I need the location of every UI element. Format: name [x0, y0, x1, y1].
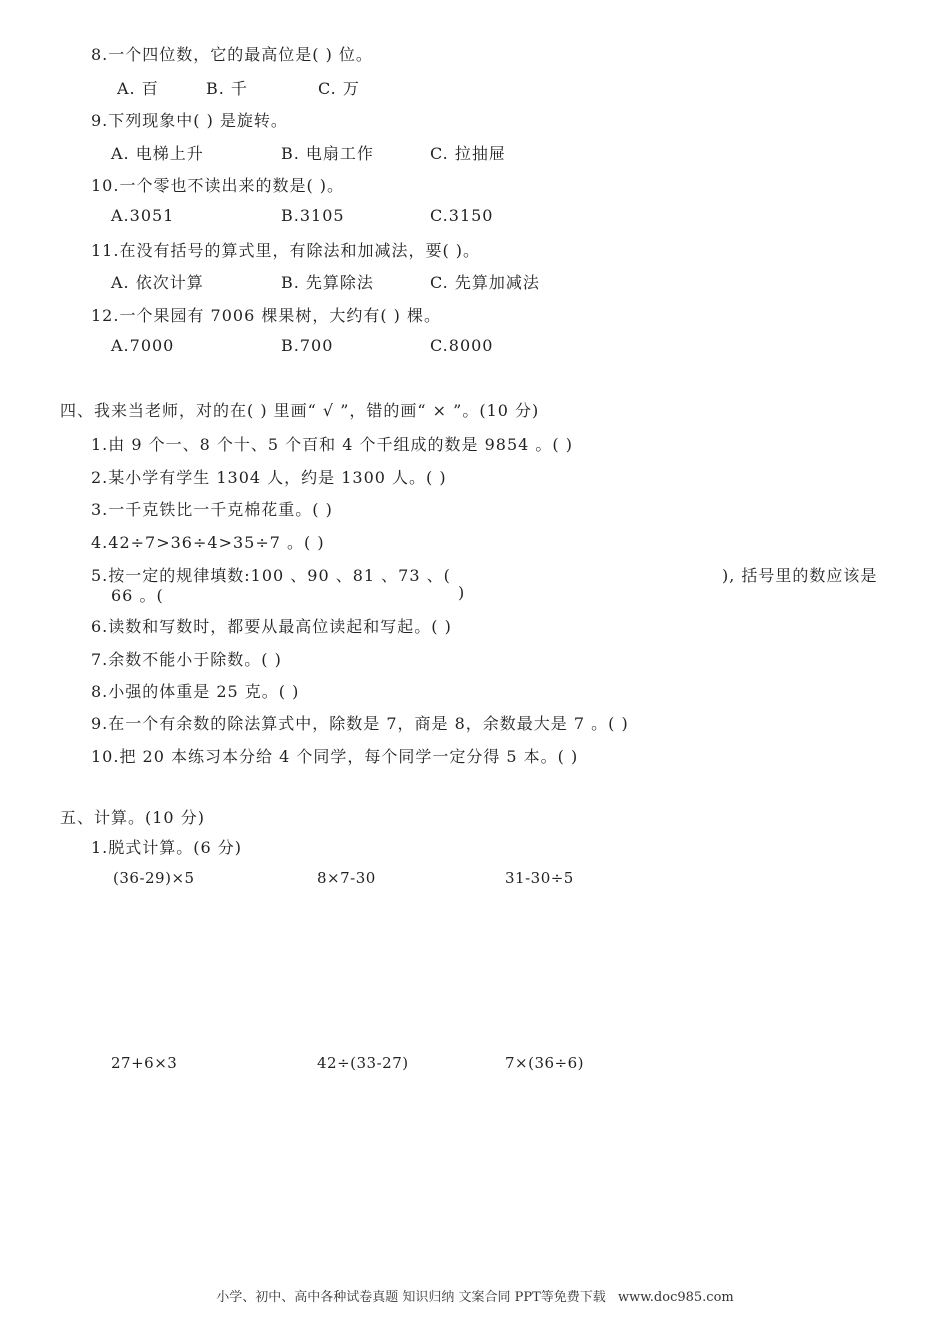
tf-item-5-close: ) [458, 583, 466, 602]
calc-expression: (36-29)×5 [113, 869, 195, 887]
option-c: C. 拉抽屉 [430, 144, 506, 163]
option-b: B.700 [281, 336, 334, 355]
option-c: C.3150 [430, 206, 494, 225]
question-11: 11.在没有括号的算式里，有除法和加减法，要( )。 [91, 241, 481, 260]
option-b: B.3105 [281, 206, 345, 225]
tf-item-5-tail: ), 括号里的数应该是 [722, 566, 878, 585]
option-a: A.3051 [111, 206, 175, 225]
option-c: C.8000 [430, 336, 494, 355]
calc-expression: 31-30÷5 [505, 869, 574, 887]
footer-link[interactable]: www.doc985.com [617, 1290, 734, 1305]
calc-expression: 42÷(33-27) [317, 1054, 409, 1072]
tf-item-5: 5.按一定的规律填数:100 、90 、81 、73 、( [91, 566, 451, 585]
tf-item-6: 6.读数和写数时，都要从最高位读起和写起。( ) [91, 617, 452, 636]
tf-item-7: 7.余数不能小于除数。( ) [91, 650, 282, 669]
option-c: C. 先算加减法 [430, 273, 540, 292]
option-a: A. 百 [117, 79, 159, 98]
footer [0, 1286, 950, 1305]
question-8: 8.一个四位数，它的最高位是( ) 位。 [91, 45, 373, 64]
tf-item-2: 2.某小学有学生 1304 人，约是 1300 人。( ) [91, 468, 447, 487]
option-b: B. 先算除法 [281, 273, 374, 292]
option-a: A.7000 [111, 336, 175, 355]
option-b: B. 千 [206, 79, 248, 98]
calc-expression: 27+6×3 [111, 1054, 178, 1072]
tf-item-9: 9.在一个有余数的除法算式中，除数是 7，商是 8，余数最大是 7 。( ) [91, 714, 629, 733]
section-5-title: 五、计算。(10 分) [60, 808, 205, 827]
tf-item-8: 8.小强的体重是 25 克。( ) [91, 682, 300, 701]
question-9: 9.下列现象中( ) 是旋转。 [91, 111, 288, 130]
tf-item-10: 10.把 20 本练习本分给 4 个同学，每个同学一定分得 5 本。( ) [91, 747, 579, 766]
section-4-title: 四、我来当老师，对的在( ) 里画“ √ ”，错的画“ × ”。(10 分) [60, 401, 540, 420]
option-a: A. 依次计算 [111, 273, 204, 292]
tf-item-3: 3.一千克铁比一千克棉花重。( ) [91, 500, 333, 519]
tf-item-1: 1.由 9 个一、8 个十、5 个百和 4 个千组成的数是 9854 。( ) [91, 435, 573, 454]
tf-item-4: 4.42÷7>36÷4>35÷7 。( ) [91, 533, 325, 552]
option-b: B. 电扇工作 [281, 144, 374, 163]
option-a: A. 电梯上升 [111, 144, 204, 163]
option-c: C. 万 [318, 79, 360, 98]
question-10: 10.一个零也不读出来的数是( )。 [91, 176, 345, 195]
tf-item-5-cont: 66 。( [111, 586, 164, 605]
calc-expression: 8×7-30 [317, 869, 376, 887]
calc-expression: 7×(36÷6) [505, 1054, 585, 1072]
question-12: 12.一个果园有 7006 棵果树，大约有( ) 棵。 [91, 306, 441, 325]
footer-text: 小学、初中、高中各种试卷真题 知识归纳 文案合同 PPT等免费下载 [216, 1290, 606, 1305]
calc-subtitle: 1.脱式计算。(6 分) [91, 838, 243, 857]
